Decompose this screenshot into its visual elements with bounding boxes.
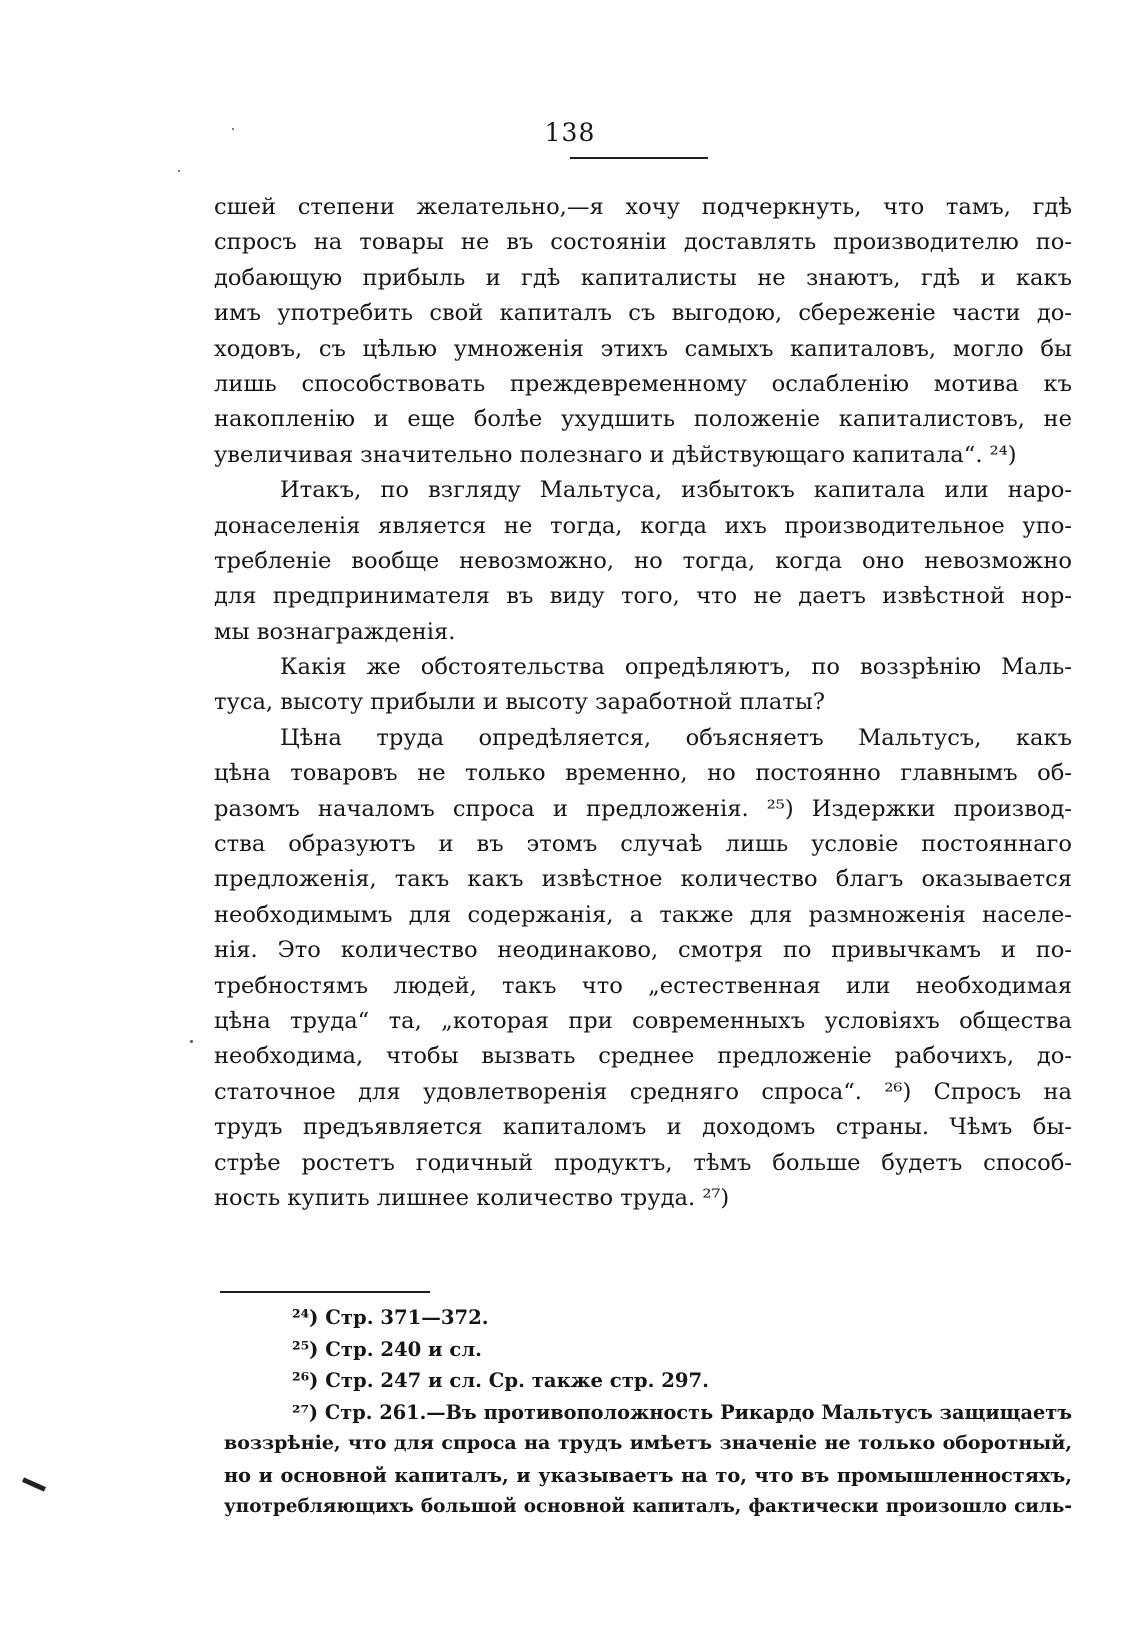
footnote-line: ²⁶) Стр. 247 и сл. Ср. также стр. 297.	[292, 1369, 709, 1392]
text-line: ность купить лишнее количество труда. ²⁷)	[214, 1184, 730, 1211]
text-line: для предпринимателя въ виду того, что не даетъ извѣстной нор-	[214, 583, 1072, 610]
footnotes	[224, 1302, 1072, 1523]
footnote-line: ²⁵) Стр. 240 и сл.	[292, 1337, 482, 1361]
text-line: добающую прибыль и гдѣ капиталисты не знаютъ, гдѣ и какъ	[214, 264, 1072, 291]
text-line: стрѣе ростетъ годичный продуктъ, тѣмъ больше будетъ способ-	[214, 1149, 1072, 1176]
text-line: спросъ на товары не въ состояніи доставлять производителю по-	[214, 229, 1072, 256]
text-line: трудъ предъявляется капиталомъ и доходомъ страны. Чѣмъ бы-	[214, 1114, 1072, 1141]
scan-speck	[232, 128, 234, 130]
text-line: мы вознагражденія.	[214, 618, 456, 645]
text-line: предложенія, такъ какъ извѣстное количество благъ оказывается	[214, 866, 1072, 893]
text-line: увеличивая значительно полезнаго и дѣйствующаго капитала“. ²⁴)	[214, 441, 1017, 468]
text-line: разомъ началомъ спроса и предложенія. ²⁵) Издержки производ-	[214, 795, 1072, 822]
scan-speck	[190, 1040, 193, 1043]
text-line: Итакъ, по взгляду Мальтуса, избытокъ капитала или наро-	[280, 477, 1072, 504]
text-line: цѣна товаровъ не только временно, но постоянно главнымъ об-	[214, 760, 1072, 787]
text-line: статочное для удовлетворенія средняго спроса“. ²⁶) Спросъ на	[214, 1078, 1072, 1105]
text-line: требностямъ людей, такъ что „естественная или необходимая	[214, 972, 1072, 999]
text-line: Цѣна труда опредѣляется, объясняетъ Мальтусъ, какъ	[280, 724, 1072, 751]
footnote-line: воззрѣніе, что для спроса на трудъ имѣетъ значеніе не только оборотный,	[224, 1432, 1072, 1454]
text-line: ства образуютъ и въ этомъ случаѣ лишь условіе постояннаго	[214, 831, 1072, 858]
footnote-line: ²⁴) Стр. 371—372.	[292, 1306, 489, 1329]
text-line: сшей степени желательно,—я хочу подчеркнуть, что тамъ, гдѣ	[214, 194, 1072, 220]
scan-speck	[178, 170, 180, 172]
text-line: необходимымъ для содержанія, а также для размноженія населе-	[214, 901, 1072, 928]
text-line: нія. Это количество неодинаково, смотря по привычкамъ и по-	[214, 937, 1072, 964]
footnote-line: ²⁷) Стр. 261.—Въ противоположность Рикардо Мальтусъ защищаетъ	[292, 1400, 1072, 1424]
text-line: донаселенія является не тогда, когда ихъ производительное упо-	[214, 512, 1072, 539]
page-number-rule	[570, 157, 708, 159]
text-line: имъ употребить свой капиталъ съ выгодою, сбереженіе части до-	[214, 300, 1072, 327]
footnote-rule	[220, 1291, 430, 1293]
text-line: требленіе вообще невозможно, но тогда, когда оно невозможно	[214, 547, 1072, 574]
footnote-line: употребляющихъ большой основной капиталъ, фактически произошло силь-	[224, 1496, 1072, 1517]
footnote-line: но и основной капиталъ, и указываетъ на то, что въ промышленностяхъ,	[224, 1463, 1072, 1487]
text-line: Какія же обстоятельства опредѣляютъ, по воззрѣнію Маль-	[280, 654, 1072, 681]
scan-mark	[22, 1477, 46, 1491]
text-line: ходовъ, съ цѣлью умноженія этихъ самыхъ капиталовъ, могло бы	[214, 335, 1072, 362]
text-line: цѣна труда“ та, „которая при современныхъ условіяхъ общества	[214, 1007, 1072, 1034]
text-line: необходима, чтобы вызвать среднее предложеніе рабочихъ, до-	[214, 1043, 1072, 1070]
text-line: туса, высоту прибыли и высоту заработной платы?	[214, 689, 825, 716]
main-text	[214, 190, 1072, 1216]
text-line: накопленію и еще болѣе ухудшить положеніе капиталистовъ, не	[214, 406, 1072, 433]
page-number: 138	[544, 118, 596, 147]
text-line: лишь способствовать преждевременному ослабленію мотива къ	[214, 370, 1072, 397]
